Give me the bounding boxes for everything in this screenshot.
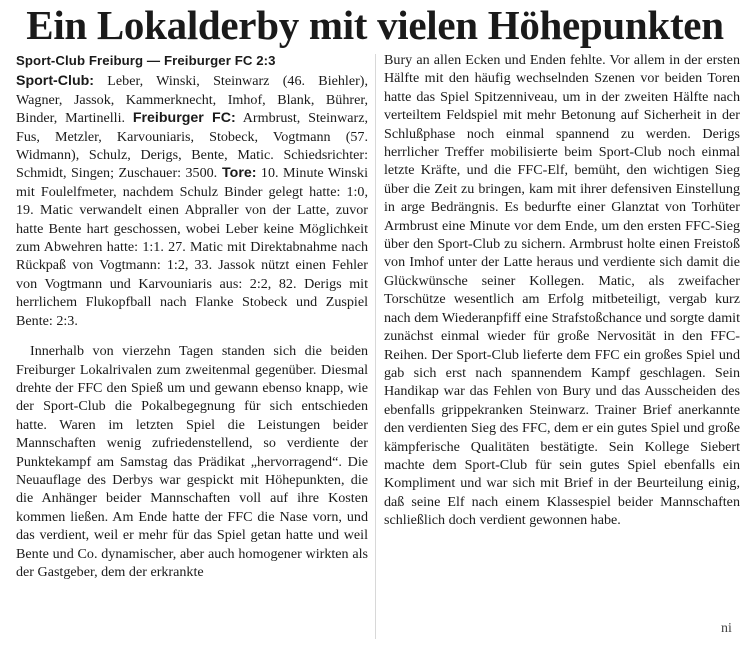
column-divider: [375, 54, 376, 639]
match-result: Sport-Club Freiburg — Freiburger FC 2:3: [16, 53, 276, 68]
report-paragraph-left: Innerhalb von vierzehn Tagen standen sich die beiden Freiburger Lokalrivalen zum zweitenmal gegenüber. Diesmal drehte der FFC den Spieß um und gewann ebenso knapp, wie der Sport-Club die Pokalbegegnung für sich entschieden hatte. Waren im letzten Spiel die Leistungen beider Mannschaften wenig zufriedenstellend, so verdiente der Punktekampf am Samstag das Prädikat „hervorragend“. Die Neuauflage des Derbys war gespickt mit Höhepunkten, die die Anhänger beider Mannschaften voll auf ihre Kosten kommen ließen. Am Ende hatte der FFC die Nase vorn, und das verdient, weil er mehr für das Spiel getan hatte und weil Bente und Co. dynamischer, aber auch homogener wirkten als der Gastgeber, dem der erkrankte: [16, 343, 368, 580]
freiburger-fc-label: Freiburger FC:: [132, 110, 236, 127]
trailing-fragment: ni: [721, 621, 732, 636]
lineup-block: [16, 72, 368, 330]
headline: Ein Lokalderby mit vielen Höhepunkten: [26, 2, 724, 48]
goals-label: Tore:: [217, 165, 257, 182]
left-column: [16, 52, 368, 581]
sport-club-label: Sport-Club:: [16, 73, 95, 90]
goals-text: 10. Minute Winski mit Foulelfmeter, nachdem Schulz Binder gelegt hatte: 1:0, 19. Matic verwandelt einen Abpraller von der Latte, zuvor hatte Bente hart geschossen, wobei Leber keine Möglichkeit zum Abwehren hatte: 1:1. 27. Matic mit Direktabnahme nach Rückpaß von Vogtmann: 1:2, 33. Jassok nützt einen Fehler von Vogtmann und Karvouniaris aus: 2:2, 82. Derigs mit herrlichem Flukopfball nach Flanke Stobeck und Zuspiel Bente: 2:3.: [16, 165, 369, 329]
report-paragraph-right: Bury an allen Ecken und Enden fehlte. Vor allem in der ersten Hälfte mit den häufig wechselnden Szenen vor beiden Toren hatte das Spiel Spitzenniveau, um in der zweiten Hälfte nach verteiltem Feldspiel mit mehr Betonung auf Sicherheit in der Schlußphase noch einmal spannend zu werden. Derigs herrlicher Treffer mobilisierte beim Sport-Club noch einmal letzte Kräfte, und die FFC-Elf, bemüht, den wichtigen Sieg über die Zeit zu bringen, kam mit ihrer defensiven Einstellung in arge Bedrängnis. Es bedurfte einer Glanztat von Torhüter Armbrust eine Minute vor dem Ende, um den ersten FFC-Sieg über den Sport-Club zu sichern. Armbrust holte einen Freistoß von Imhof unter der Latte heraus und verdiente sich damit die Glückwünsche seiner Kollegen. Matic, als zweifacher Torschütze wesentlich am Erfolg mitbeteiligt, vergab kurz nach dem Wiederanpfiff eine Strafstoßchance und sorgte damit zunächst einmal wieder für große Nervosität in den FFC-Reihen. Der Sport-Club lieferte dem FFC ein großes Spiel und gab sich erst nach spannendem Kampf geschlagen. Sein Handikap war das Fehlen von Bury und das Ausscheiden des ebenfalls grippekranken Steinwarz. Trainer Brief anerkannte den verdienten Sieg des FFC, dem er ein gutes Spiel und große kämpferische Qualitäten bestätigte. Sein Kollege Siebert machte dem Sport-Club für sein gutes Spiel ebenfalls ein Kompliment und war sich mit Brief in der Beurteilung einig, daß seine Elf nach einem Klassespiel beider Mannschaften schließlich doch verdient gewonnen habe.: [384, 52, 740, 529]
sport-club-lineup: Leber, Winski, Steinwarz (46. Biehler), Wagner, Jassok, Kammerknecht, Imhof, Blank, Bührer, Binder, Martinelli.: [16, 73, 368, 127]
right-column: [384, 51, 740, 530]
freiburger-fc-lineup: Armbrust, Steinwarz, Fus, Metzler, Karvouniaris, Stobeck, Vogtmann (57. Widmann), Schulz, Derigs, Bente, Matic. Schiedsrichter: Schmidt, Singen; Zuschauer: 3500.: [16, 110, 368, 182]
